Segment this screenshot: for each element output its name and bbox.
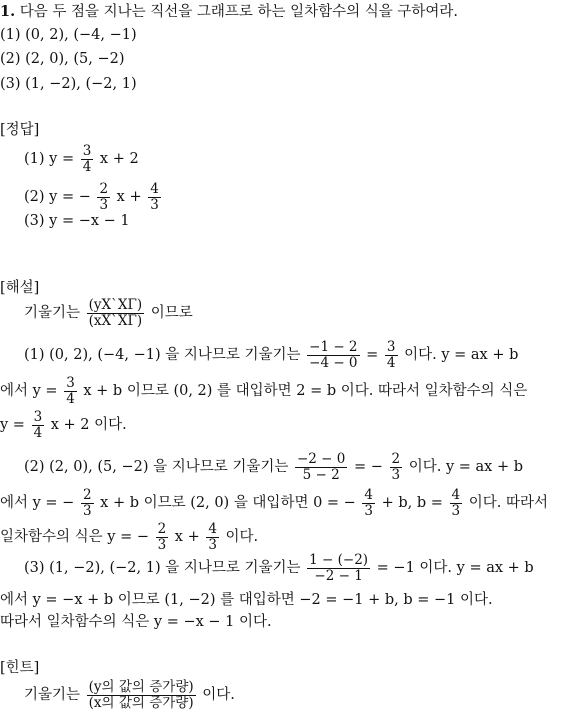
explanation-header: [해설]	[0, 280, 40, 296]
frac-num: 4	[364, 486, 374, 503]
hint-fraction	[87, 680, 196, 711]
text-segment: x + b 이므로 (0, 2) 를 대입하면 2 = b 이다. 따라서 일차함수의 식은	[83, 383, 528, 399]
frac-den: (x의 값의 증가량)	[88, 694, 194, 711]
fraction	[307, 553, 370, 584]
answer-1-fraction	[81, 144, 94, 175]
problem-item-2: (2) (2, 0), (5, −2)	[0, 51, 125, 67]
text-segment: + b, b =	[381, 495, 443, 511]
part1-line3	[0, 402, 127, 448]
answer-2-prefix: (2) y = −	[24, 189, 91, 205]
frac-num: 3	[33, 408, 43, 425]
slope-label: 기울기는	[24, 305, 81, 321]
frac-den: (xX`XΓ)	[88, 312, 143, 329]
frac-num: −1 − 2	[309, 338, 358, 355]
fraction	[32, 410, 45, 441]
answer-header: [정답]	[0, 122, 40, 138]
frac-num: 1 − (−2)	[309, 551, 369, 568]
fraction	[385, 340, 398, 371]
problem-statement	[0, 2, 458, 22]
frac-num: 2	[99, 180, 109, 197]
frac-num: (y의 값의 증가량)	[88, 678, 194, 695]
frac-num: 2	[391, 450, 401, 467]
frac-den: 3	[157, 536, 167, 553]
fraction	[307, 340, 359, 371]
frac-den: 5 − 2	[302, 466, 340, 483]
text-segment: =	[366, 347, 379, 363]
text-segment: y =	[0, 417, 25, 433]
part3-line2: 에서 y = −x + b 이므로 (1, −2) 를 대입하면 −2 = −1 + b, b = −1 이다.	[0, 592, 493, 608]
problem-item-1: (1) (0, 2), (−4, −1)	[0, 27, 137, 43]
frac-num: 3	[386, 338, 396, 355]
text-segment: x + b 이므로 (2, 0) 을 대입하면 0 = −	[100, 495, 356, 511]
answer-2-mid: x +	[116, 189, 142, 205]
slope-suffix: 이므로	[150, 305, 193, 321]
answer-2-fraction-1	[97, 182, 110, 213]
frac-num: 3	[66, 374, 75, 391]
part3-line1	[24, 545, 534, 591]
frac-num: 4	[208, 520, 217, 537]
problem-number: 1.	[0, 3, 16, 20]
slope-fraction	[87, 298, 145, 329]
fraction	[450, 488, 463, 519]
answer-3: (3) y = −x − 1	[24, 213, 130, 229]
hint-header: [힌트]	[0, 660, 40, 676]
fraction	[362, 488, 375, 519]
answer-1-suffix: x + 2	[99, 151, 139, 167]
text-segment: 일차함수의 식은 y = −	[0, 529, 149, 545]
slope-formula	[24, 290, 193, 336]
text-segment: 에서 y =	[0, 383, 58, 399]
frac-den: 3	[208, 536, 217, 553]
text-segment: 에서 y = −	[0, 495, 75, 511]
frac-num: 4	[150, 180, 159, 197]
part3-line3: 따라서 일차함수의 식은 y = −x − 1 이다.	[0, 614, 272, 630]
text-segment: x +	[174, 529, 200, 545]
frac-den: 4	[33, 424, 43, 441]
frac-num: (yX`XΓ)	[88, 296, 143, 313]
text-segment: 이다. 따라서	[468, 495, 549, 511]
frac-num: 2	[82, 486, 92, 503]
frac-num: 4	[451, 486, 461, 503]
fraction	[390, 452, 403, 483]
frac-num: 2	[157, 520, 167, 537]
frac-den: 3	[451, 502, 461, 519]
text-segment: (1) (0, 2), (−4, −1) 을 지나므로 기울기는	[24, 347, 301, 363]
answer-2-fraction-2	[148, 182, 161, 213]
text-segment: (3) (1, −2), (−2, 1) 을 지나므로 기울기는	[24, 560, 301, 576]
text-segment: = −1 이다. y = ax + b	[376, 560, 534, 576]
frac-den: −2 − 1	[314, 567, 363, 584]
text-segment: 이다.	[225, 529, 259, 545]
hint-suffix: 이다.	[202, 687, 235, 703]
frac-den: 3	[364, 502, 374, 519]
hint-formula	[24, 672, 235, 718]
frac-num: −2 − 0	[296, 450, 346, 467]
answer-1-prefix: (1) y =	[24, 151, 75, 167]
frac-den: 4	[386, 354, 396, 371]
problem-item-3: (3) (1, −2), (−2, 1)	[0, 76, 137, 92]
frac-den: 4	[66, 390, 75, 407]
problem-text: 다음 두 점을 지나는 직선을 그래프로 하는 일차함수의 식을 구하여라.	[19, 4, 459, 20]
fraction	[295, 452, 347, 483]
frac-den: 3	[99, 196, 109, 213]
frac-den: −4 − 0	[309, 354, 358, 371]
frac-den: 4	[82, 158, 92, 175]
text-segment: 이다. y = ax + b	[404, 347, 519, 363]
text-segment: = −	[353, 459, 383, 475]
frac-den: 3	[150, 196, 159, 213]
frac-den: 3	[82, 502, 92, 519]
frac-den: 3	[391, 466, 401, 483]
text-segment: x + 2 이다.	[50, 417, 127, 433]
frac-num: 3	[82, 142, 92, 159]
text-segment: (2) (2, 0), (5, −2) 을 지나므로 기울기는	[24, 459, 289, 475]
hint-label: 기울기는	[24, 687, 81, 703]
text-segment: 이다. y = ax + b	[408, 459, 523, 475]
